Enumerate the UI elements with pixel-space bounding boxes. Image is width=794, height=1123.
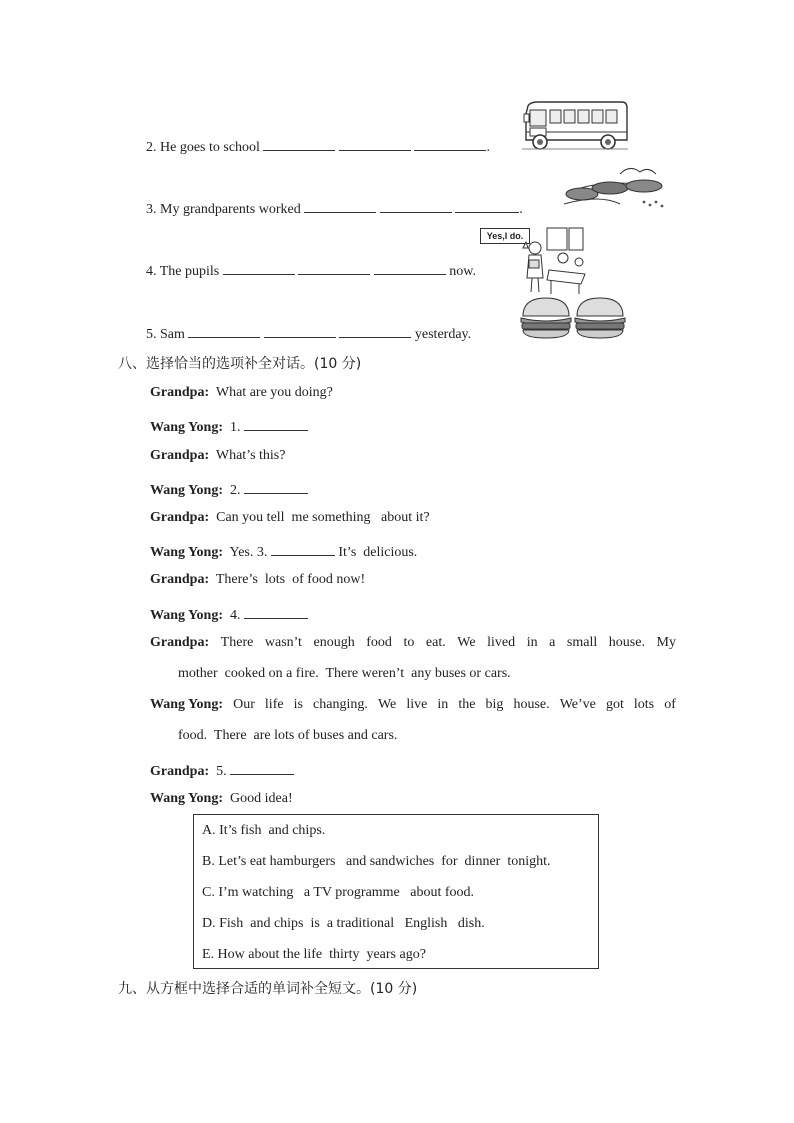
word: of: [664, 697, 676, 712]
answer-blank[interactable]: [414, 136, 486, 151]
classroom-picture: [495, 222, 587, 296]
bus-picture: [520, 100, 630, 154]
word: Our: [233, 697, 255, 712]
word: is: [293, 697, 303, 712]
speaker: Wang Yong:: [150, 791, 224, 806]
sentence-2: [146, 136, 490, 156]
word: in: [526, 635, 538, 650]
word: changing.: [313, 697, 368, 712]
word: small: [566, 635, 598, 650]
option-e: E. How about the life thirty years ago?: [202, 947, 426, 962]
word: enough: [313, 635, 355, 650]
dialogue-text: Can you tell me something about it?: [216, 510, 430, 525]
hamburger-left: [521, 298, 571, 338]
word: wasn’t: [264, 635, 302, 650]
sentence-5: [146, 323, 471, 343]
sentence-number: 3.: [146, 202, 157, 217]
dialogue-text: 5.: [216, 764, 227, 779]
dialogue-line: [150, 416, 308, 436]
sentence-end: .: [519, 202, 523, 217]
dialogue-line-justified: [150, 697, 676, 713]
sentence-end: now.: [449, 264, 476, 279]
answer-blank[interactable]: [244, 479, 308, 494]
answer-blank[interactable]: [244, 416, 308, 431]
word: food: [366, 635, 392, 650]
speaker: Grandpa:: [150, 635, 210, 650]
word: big: [485, 697, 504, 712]
answer-blank[interactable]: [271, 541, 335, 556]
dialogue-line: [150, 448, 285, 464]
word: lots: [633, 697, 655, 712]
word: My: [656, 635, 676, 650]
word: in: [437, 697, 449, 712]
dialogue-text: There’s lots of food now!: [215, 572, 366, 587]
hamburgers-picture: [520, 296, 628, 342]
dialogue-line: [150, 479, 308, 499]
speaker: Grandpa:: [150, 764, 210, 779]
dialogue-line: [150, 760, 294, 780]
word: We: [377, 697, 397, 712]
speaker: Wang Yong:: [150, 483, 224, 498]
speaker: Wang Yong:: [150, 420, 224, 435]
dialogue-continuation: food. There are lots of buses and cars.: [178, 728, 398, 743]
dialogue-line: [150, 510, 430, 526]
answer-blank[interactable]: [304, 198, 376, 213]
options-box: [193, 814, 599, 969]
word: We’ve: [559, 697, 596, 712]
answer-blank[interactable]: [455, 198, 519, 213]
sentence-number: 2.: [146, 140, 157, 155]
section-9-title: 九、从方框中选择合适的单词补全短文。(10 分): [118, 981, 418, 997]
answer-blank[interactable]: [339, 136, 411, 151]
answer-blank[interactable]: [230, 760, 294, 775]
dialogue-text: What’s this?: [215, 448, 286, 463]
dialogue-continuation: mother cooked on a fire. There weren’t any buses or cars.: [178, 666, 511, 681]
speaker: Grandpa:: [150, 572, 210, 587]
dialogue-text-after: It’s delicious.: [338, 545, 418, 560]
answer-blank[interactable]: [263, 136, 335, 151]
farm-fields-picture: [560, 164, 672, 212]
answer-blank[interactable]: [339, 323, 411, 338]
dialogue-line: [150, 541, 417, 561]
speaker: Grandpa:: [150, 510, 210, 525]
dialogue-text: Good idea!: [230, 791, 293, 806]
word: life: [264, 697, 284, 712]
answer-blank[interactable]: [374, 260, 446, 275]
speaker: Wang Yong:: [150, 608, 224, 623]
answer-blank[interactable]: [264, 323, 336, 338]
dialogue-line: [150, 572, 365, 588]
word: lived: [487, 635, 516, 650]
answer-blank[interactable]: [244, 604, 308, 619]
dialogue-text: 1.: [230, 420, 241, 435]
sentence-number: 4.: [146, 264, 157, 279]
word: There: [220, 635, 254, 650]
speaker: Grandpa:: [150, 448, 210, 463]
answer-blank[interactable]: [380, 198, 452, 213]
answer-blank[interactable]: [223, 260, 295, 275]
word: to: [403, 635, 415, 650]
word: live: [406, 697, 428, 712]
dialogue-line: [150, 791, 293, 807]
sentence-text: The pupils: [159, 264, 220, 279]
sentence-end: .: [486, 140, 490, 155]
speaker: Wang Yong:: [150, 545, 224, 560]
sentence-text: He goes to school: [160, 140, 260, 155]
word: house.: [608, 635, 645, 650]
dialogue-text: 4.: [230, 608, 241, 623]
section-8-title: 八、选择恰当的选项补全对话。(10 分): [118, 356, 362, 372]
option-c: C. I’m watching a TV programme about food.: [202, 885, 475, 900]
speech-bubble-text: Yes,I do.: [486, 231, 524, 241]
option-b: B. Let’s eat hamburgers and sandwiches for dinner tonight.: [202, 854, 551, 869]
hamburger-right: [575, 298, 625, 338]
speaker: Wang Yong:: [150, 697, 224, 712]
sentence-text: Sam: [160, 327, 185, 342]
dialogue-text: What are you doing?: [215, 385, 333, 400]
sentence-4: [146, 260, 476, 280]
sentence-end: yesterday.: [414, 327, 472, 342]
speaker: Grandpa:: [150, 385, 210, 400]
option-d: D. Fish and chips is a traditional English dish.: [202, 916, 485, 931]
sentence-text: My grandparents worked: [160, 202, 301, 217]
dialogue-line: [150, 385, 333, 401]
word: eat.: [425, 635, 446, 650]
word: the: [458, 697, 476, 712]
sentence-number: 5.: [146, 327, 157, 342]
answer-blank[interactable]: [188, 323, 260, 338]
answer-blank[interactable]: [298, 260, 370, 275]
dialogue-line: [150, 604, 308, 624]
dialogue-line-justified: [150, 635, 676, 651]
word: a: [549, 635, 556, 650]
sentence-3: [146, 198, 523, 218]
word: got: [605, 697, 624, 712]
option-a: A. It’s fish and chips.: [202, 823, 326, 838]
word: We: [457, 635, 476, 650]
word: house.: [513, 697, 550, 712]
dialogue-text: Yes. 3.: [229, 545, 268, 560]
dialogue-text: 2.: [230, 483, 241, 498]
